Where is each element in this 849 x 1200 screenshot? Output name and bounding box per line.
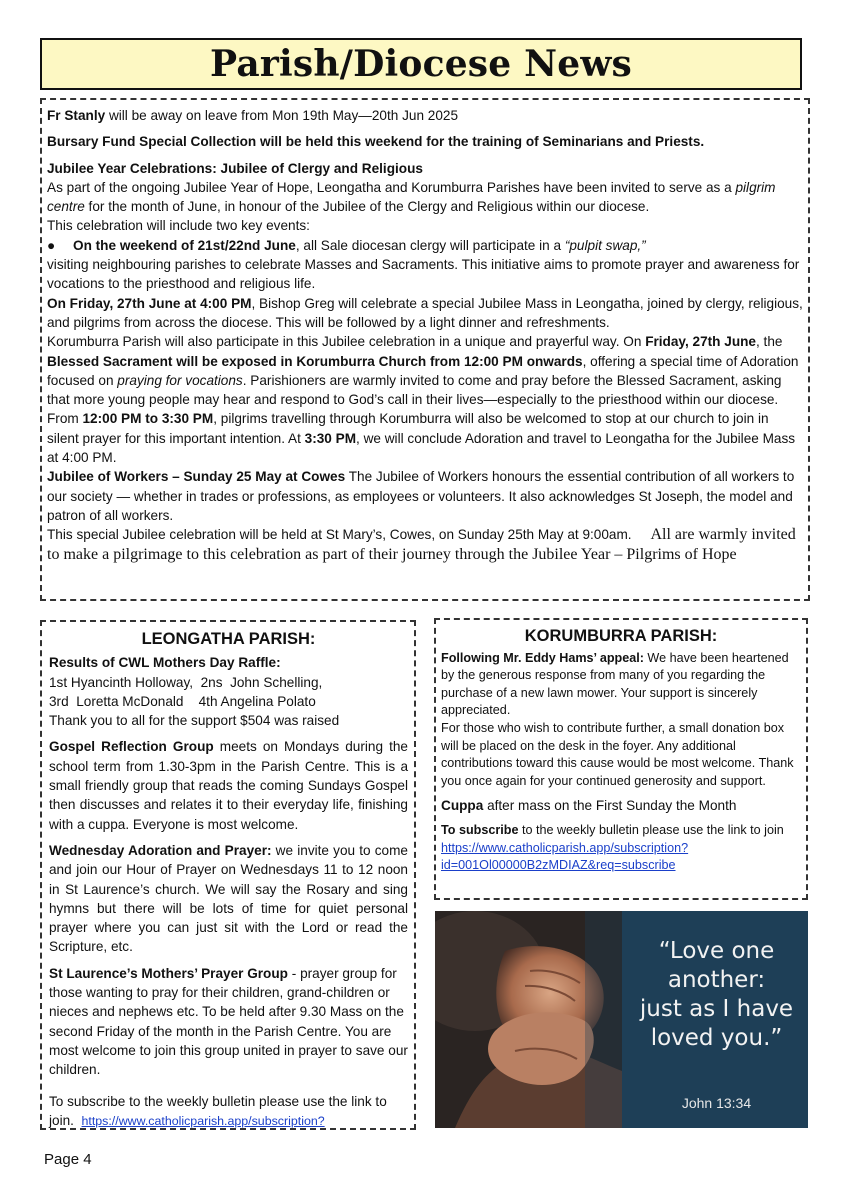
leongatha-heading: LEONGATHA PARISH: (141, 630, 316, 648)
raffle-line-3: Thank you to all for the support $504 was raised (49, 713, 340, 729)
holding-hands-image (435, 911, 622, 1128)
raffle-line-2: 3rd Loretta McDonald 4th Angelina Polato (49, 693, 316, 709)
donation-box-notice: For those who wish to contribute further, a small donation box will be placed on the desk in the foyer. Any additional contributions toward this cause would be most welcome. Thank you once again for your continued generosity and support. (441, 720, 794, 788)
diocese-news-section (40, 98, 810, 601)
korumburra-heading: KORUMBURRA PARISH: (524, 627, 718, 645)
leongatha-parish-section (40, 620, 416, 1130)
scripture-quote-image (435, 911, 808, 1128)
gospel-group-notice: Gospel Reflection Group meets on Mondays during the school term from 1.30-3pm in the Parish Centre. This is a small friendly group that reads the coming Sundays Gospel then discusses and relates it to their everyday life, finishing with a cuppa. Everyone is most welcome. (49, 739, 408, 832)
page-title-box (40, 38, 802, 90)
pulpit-swap-item: ● On the weekend of 21st/22nd June, all Sale diocesan clergy will participate in a “pulpit swap,” (47, 236, 803, 255)
korumburra-subscribe-link-2[interactable]: id=001Ol00000B2zMDIAZ&req=subscribe (441, 858, 676, 873)
raffle-line-1: 1st Hyancinth Holloway, 2ns John Schelling, (49, 674, 323, 690)
jubilee-workers-notice: Jubilee of Workers – Sunday 25 May at Cowes The Jubilee of Workers honours the essential contribution of all workers to our society — whether in trades or professions, as employees or volunteers. It also acknowledges St Joseph, the model and patron of all workers. (47, 469, 795, 523)
page-title: Parish/Diocese News (210, 43, 632, 85)
korumburra-parish-section (434, 618, 808, 900)
lawn-mower-appeal: Following Mr. Eddy Hams’ appeal: We have been heartened by the generous response from many of you regarding the purchase of a new lawn mower. Your support is sincerely appreciated. (441, 650, 789, 718)
mothers-prayer-notice: St Laurence’s Mothers’ Prayer Group - prayer group for those wanting to pray for their children, grand-children or nieces and nephews etc. To be held after 9.30 Mass on the second Friday of the month in the Parish Centre. You are most welcome to join this group united in prayer to save our children. (49, 965, 408, 1078)
page-number: Page 4 (44, 1151, 92, 1168)
cowes-celebration-notice: This special Jubilee celebration will be held at St Mary’s, Cowes, on Sunday 25th May at 9:00am. All are warmly invited to make a pilgrimage to this celebration as part of their journey through the Jubilee Year – Pilgrims of Hope (47, 526, 796, 563)
bullet-icon: ● (47, 237, 56, 253)
pilgrims-notice: From 12:00 PM to 3:30 PM, pilgrims travelling through Korumburra will also be welcomed to stop at our church to join in silent prayer for this important intention. At 3:30 PM, we will conclude Adoration and travel to Leongatha for the Jubilee Mass at 4:00 PM. (47, 411, 796, 466)
cuppa-notice: Cuppa after mass on the First Sunday the Month (441, 798, 737, 814)
wednesday-adoration-notice: Wednesday Adoration and Prayer: we invite you to come and join our Hour of Prayer on Wednesdays 11 to 12 noon in St Laurence’s church. We will say the Rosary and sing hymns but there will be lots of time for quiet personal prayer where you can just sit with the Lord or read the Scripture, etc. (49, 842, 408, 955)
leongatha-subscribe: To subscribe to the weekly bulletin please use the link to join. https://www.catholicparish.app/subscription? (49, 1093, 387, 1128)
bursary-notice: Bursary Fund Special Collection will be held this weekend for the training of Seminarians and Priests. (47, 134, 705, 150)
jubilee-events-intro: This celebration will include two key events: (47, 218, 310, 234)
leave-notice: Fr Stanly will be away on leave from Mon 19th May—20th Jun 2025 (47, 108, 459, 123)
pulpit-swap-text: visiting neighbouring parishes to celebrate Masses and Sacraments. This initiative aims to promote prayer and awareness for vocations to the priesthood and religious life. (47, 257, 800, 292)
leongatha-subscribe-link[interactable]: https://www.catholicparish.app/subscription? (81, 1113, 325, 1128)
jubilee-mass-notice: On Friday, 27th June at 4:00 PM, Bishop Greg will celebrate a special Jubilee Mass in Leongatha, joined by clergy, religious, and pilgrims from across the diocese. This will be followed by a light dinner and refreshments. (47, 295, 803, 330)
jubilee-clergy-heading: Jubilee Year Celebrations: Jubilee of Clergy and Religious (47, 160, 423, 176)
scripture-quote-text: “Love one another: just as I have loved you.” (639, 938, 794, 1051)
korumburra-adoration-notice: Korumburra Parish will also participate in this Jubilee celebration in a unique and prayerful way. On Friday, 27th June, the Blessed Sacrament will be exposed in Korumburra Church from 12:00 PM onwards, offering a special time of Adoration focused on praying for vocations. Parishioners are warmly invited to come and pray before the Blessed Sacrament, asking that more young people may hear and respond to God’s call in their lives—especially to the priesthood within our diocese. (47, 334, 799, 408)
scripture-reference: John 13:34 (681, 1095, 752, 1111)
jubilee-clergy-text: As part of the ongoing Jubilee Year of Hope, Leongatha and Korumburra Parishes have been invited to serve as a pilgrim centre for the month of June, in honour of the Jubilee of the Clergy and Religious within our diocese. (47, 179, 776, 215)
korumburra-subscribe-link-1[interactable]: https://www.catholicparish.app/subscription? (441, 840, 689, 855)
korumburra-subscribe: To subscribe to the weekly bulletin please use the link to join (441, 822, 784, 837)
raffle-heading: Results of CWL Mothers Day Raffle: (49, 655, 281, 671)
